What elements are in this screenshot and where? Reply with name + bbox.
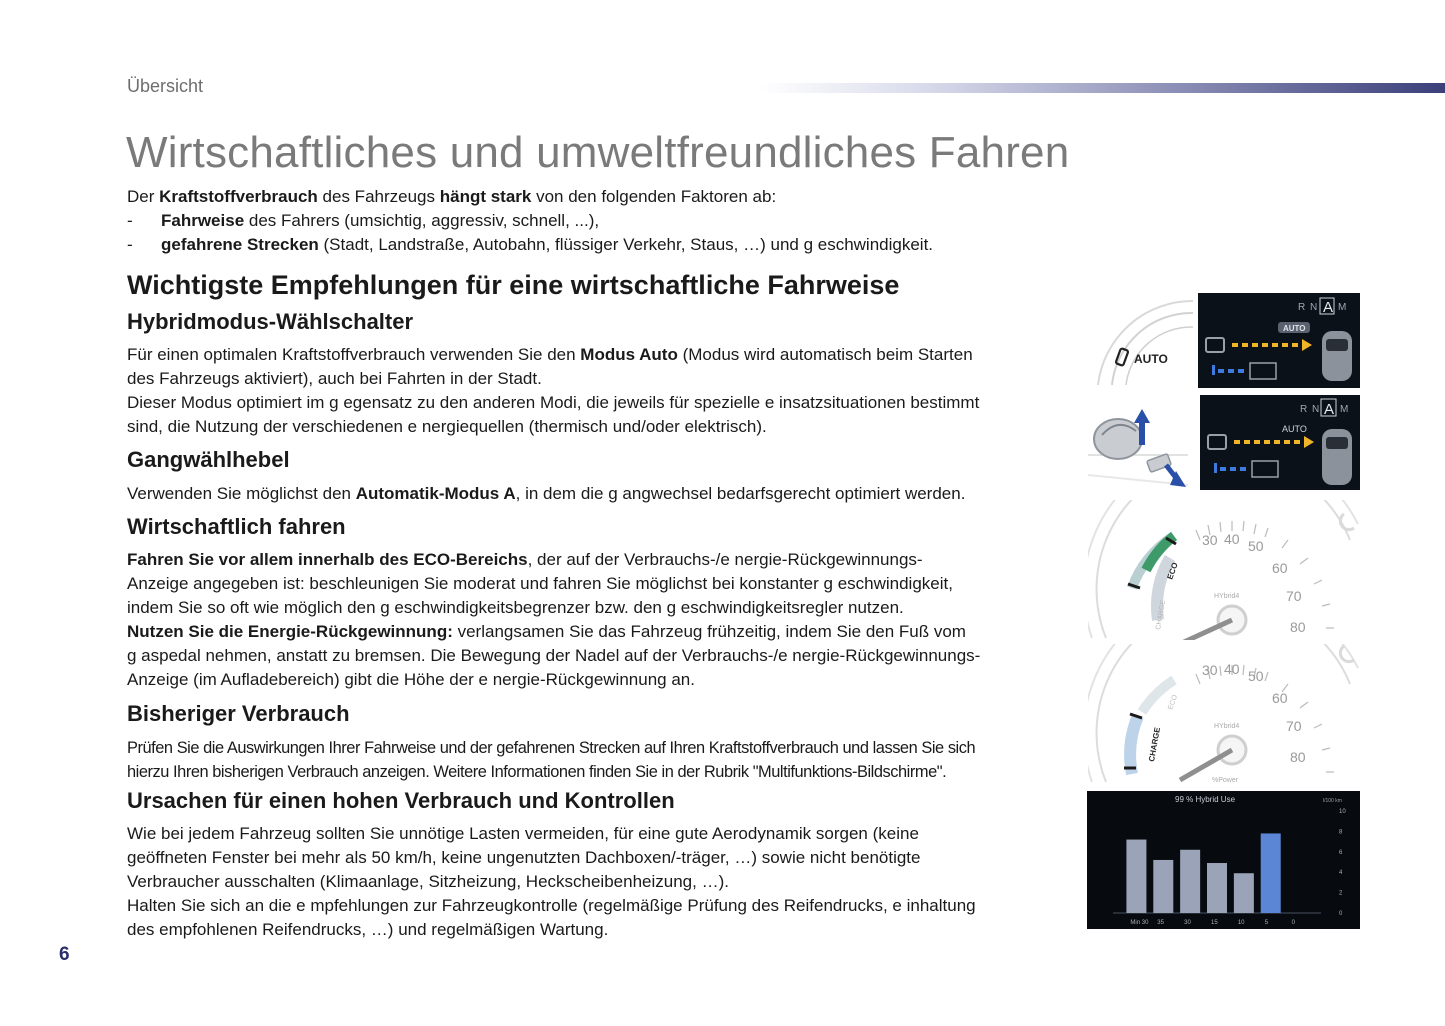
gear-letter: N [1310,302,1318,313]
gauge-tick: 30 [1202,532,1218,548]
list-item: - gefahrene Strecken (Stadt, Landstraße, Autobahn, flüssiger Verkehr, Staus, …) und g eschwindigkeit. [127,235,934,254]
chart-title: 99 % Hybrid Use [1175,795,1236,804]
history-heading: Bisheriger Verbrauch [127,701,350,726]
gauge-tick: 40 [1224,531,1240,547]
gear-paragraph: Verwenden Sie möglichst den Automatik-Modus A, in dem die g angwechsel bedarfsgerecht optimiert werden. [127,484,966,503]
gauge-tick: 80 [1290,619,1306,635]
gauge-tick: 70 [1286,588,1302,604]
gauge-tick: 80 [1290,749,1306,765]
gauge-tick: 50 [1248,668,1264,684]
car-icon [1322,331,1352,381]
chart-bar [1180,850,1200,913]
causes-paragraph: Wie bei jedem Fahrzeug sollten Sie unnötige Lasten vermeiden, für eine gute Aerodynamik sorgen (keine geöffneten Fenster bei mehr als 50 km/h, keine ungenutzten Dachboxen/-träger, …) sowie nicht benötigte Verbraucher ausschalten (Klimaanlage, Sitzheizung, Heckscheibenheizung, …). Halten Sie sich an die e mpfehlungen zur Fahrzeugkontrolle (regelmäßige Prüfung des Reifendrucks, e inhaltung des empfohlenen Reifendrucks, …) und regelmäßigen Wartung. [127,824,976,939]
y-tick-label: 6 [1339,849,1343,856]
gauge-tick: 40 [1224,661,1240,677]
gauge-tick: 50 [1248,538,1264,554]
gear-letter: M [1338,302,1347,313]
chart-bar [1126,840,1146,913]
y-tick-label: 8 [1339,829,1343,836]
chart-bar [1153,860,1173,913]
causes-heading: Ursachen für einen hohen Verbrauch und Kontrollen [127,788,675,813]
x-tick-label: 0 [1291,920,1295,926]
gear-letter-active: A [1323,299,1334,316]
main-recommendations-heading: Wichtigste Empfehlungen für eine wirtschaftliche Fahrweise [127,270,900,300]
gear-letter: R [1300,404,1308,415]
mode-knob [1098,301,1193,385]
hybrid-mode-figure [1090,293,1360,388]
page-number: 6 [59,944,70,965]
header-gradient-bar [760,83,1445,93]
x-tick-label: 10 [1237,920,1245,926]
section-label: Übersicht [127,76,204,96]
gauge-tick: 30 [1202,662,1218,678]
history-chart [1087,791,1360,929]
chart-bar [1234,873,1254,913]
gear-heading: Gangwählhebel [127,447,290,472]
x-tick-label: 5 [1264,920,1269,926]
charge-zone-label: CHARGE [1155,599,1168,631]
hybrid-paragraph: Für einen optimalen Kraftstoffverbrauch verwenden Sie den Modus Auto (Modus wird automatisch beim Starten des Fahrzeugs aktiviert), auch bei Fahrten in der Stadt. Dieser Modus optimiert im g egensatz zu den anderen Modi, die jeweils für spezielle e insatzsituationen bestimmt sind, die Nutzung der verschiedenen e nergiequellen (thermisch und/oder elektrisch). [127,345,980,436]
chart-bar [1261,833,1281,913]
eco-heading: Wirtschaftlich fahren [127,514,346,539]
chart-unit: l/100 km [1323,798,1342,804]
charge-zone-label: CHARGE [1147,726,1162,763]
x-tick-label: Min 30 [1130,920,1149,926]
intro-paragraph: Der Kraftstoffverbrauch des Fahrzeugs hängt stark von den folgenden Faktoren ab: [127,187,777,206]
gauge-tick: 60 [1272,690,1288,706]
gauge-needle [1180,750,1232,780]
eco-zone-label: ECO [1165,561,1180,581]
power-label: %Power [1212,777,1239,784]
consumption-gauge-eco [1088,500,1360,640]
x-tick-label: 15 [1211,920,1218,926]
x-tick-label: 35 [1157,920,1164,926]
list-item: - Fahrweise des Fahrers (umsichtig, aggressiv, schnell, ...), [127,211,600,230]
intro-block [127,185,1057,257]
gear-letter: N [1312,404,1320,415]
gauge-tick: 60 [1272,560,1288,576]
eco-zone-label: ECO [1167,694,1180,711]
screen-mode-label: AUTO [1283,324,1306,333]
consumption-gauge-charge [1088,644,1360,784]
eco-paragraph: Fahren Sie vor allem innerhalb des ECO-Bereichs, der auf der Verbrauchs-/e nergie-Rückgewinnungs- Anzeige angegeben ist: beschleunigen Sie moderat und fahren Sie möglichst bei konstanter g eschwindigkeit, indem Sie so oft wie möglich den g eschwindigkeitsbegrenzer bzw. den g eschwindigkeitsregler nutzen. Nutzen Sie die Energie-Rückgewinnung: verlangsamen Sie das Fahrzeug frühzeitig, indem Sie den Fuß vom g aspedal nehmen, anstatt zu bremsen. Die Bewegung der Nadel auf der Verbrauchs-/e nergie-Rückgewinnungs- Anzeige (im Aufladebereich) gibt die Höhe der e nergie-Rückgewinnung an. [127,550,981,689]
history-paragraph: Prüfen Sie die Auswirkungen Ihrer Fahrweise und der gefahrenen Strecken auf Ihren Kraftstoffverbrauch und lassen Sie sich hierzu Ihren bisherigen Verbrauch anzeigen. Weitere Informationen finden Sie in der Rubrik "Multifunktions-Bildschirme". [127,739,976,781]
chart-bar [1207,863,1227,913]
gear-letter-active: A [1324,401,1335,418]
gear-letter: R [1298,302,1306,313]
y-tick-label: 2 [1339,890,1343,897]
arrow-up-icon [1134,409,1150,423]
gear-lever-figure [1088,395,1360,490]
gear-letter: M [1340,404,1349,415]
y-tick-label: 0 [1339,911,1343,917]
brand-label: HYbrid4 [1214,593,1240,600]
x-tick-label: 30 [1184,920,1191,926]
page-title: Wirtschaftliches und umweltfreundliches Fahren [126,128,1070,177]
y-tick-label: 4 [1339,870,1343,877]
knob-label: AUTO [1134,352,1168,366]
brand-label: HYbrid4 [1214,723,1240,730]
screen-mode-label: AUTO [1282,424,1307,434]
gauge-tick: 70 [1286,718,1302,734]
y-tick-label: 10 [1339,809,1346,815]
hybrid-heading: Hybridmodus-Wählschalter [127,309,414,334]
gear-lever [1088,409,1188,487]
